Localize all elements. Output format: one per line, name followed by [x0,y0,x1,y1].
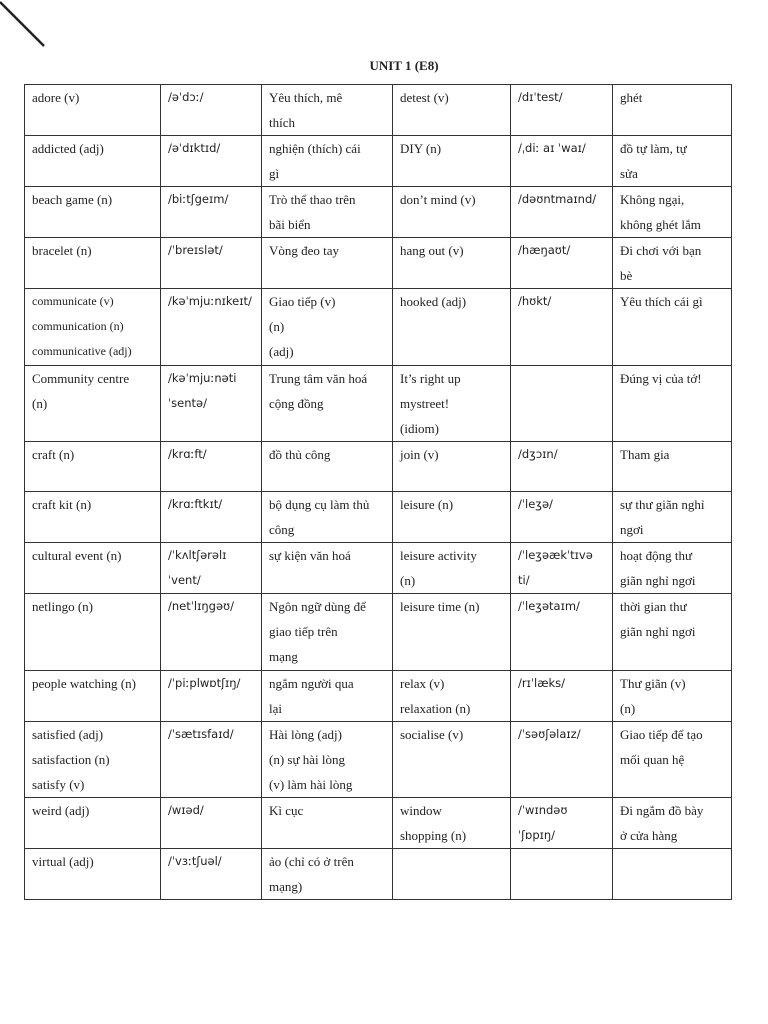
cell-line: mạng [269,649,298,664]
corner-stroke-mark [0,0,60,60]
cell-line: (adj) [269,344,294,359]
cell-line: It’s right up [400,371,461,386]
cell-line: (n) [400,573,416,588]
phonetic-cell [511,85,613,136]
cell-line: Yêu thích, mê [269,90,343,105]
cell-line: Trò thể thao trên [269,192,356,207]
cell-line: bè [620,268,633,283]
meaning-cell [613,798,732,849]
phonetic-cell [161,238,262,289]
meaning-cell [262,85,393,136]
cell-line: /ˈwɪndəʊ [518,803,568,817]
meaning-cell [613,238,732,289]
meaning-cell [262,594,393,671]
cell-line: ghét [620,90,643,105]
word-cell [393,543,511,594]
table-row [25,238,732,289]
cell-line: ngắm người qua [269,676,354,691]
phonetic-cell [161,543,262,594]
cell-line: /dʒɔɪn/ [518,447,558,461]
cell-line: socialise (v) [400,727,464,742]
word-cell [393,492,511,543]
meaning-cell [262,289,393,366]
word-cell [393,442,511,492]
cell-line: (n) [32,396,48,411]
cell-line: sự thư giãn nghỉ [620,497,705,512]
cell-line: /netˈlɪŋgəʊ/ [168,599,235,613]
table-row [25,366,732,442]
phonetic-cell [511,722,613,798]
table-row [25,187,732,238]
word-cell [393,849,511,900]
meaning-cell [262,671,393,722]
word-cell [393,671,511,722]
cell-line: /ˈleʒətaɪm/ [518,599,580,613]
phonetic-cell [511,238,613,289]
meaning-cell [613,442,732,492]
cell-line: mystreet! [400,396,450,411]
table-row [25,442,732,492]
cell-line: thời gian thư [620,599,687,614]
phonetic-cell [511,543,613,594]
vocabulary-table-body [25,85,732,900]
meaning-cell [613,492,732,543]
phonetic-cell [511,136,613,187]
cell-line: /ˈsəʊʃəlaɪz/ [518,727,581,741]
word-cell [393,798,511,849]
phonetic-cell [161,594,262,671]
table-row [25,798,732,849]
cell-line: (idiom) [400,421,439,436]
cell-line: (n) sự hài lòng [269,752,346,767]
cell-line: bãi biển [269,217,311,232]
word-cell [25,671,161,722]
cell-line: craft (n) [32,447,75,462]
cell-line: people watching (n) [32,676,136,691]
phonetic-cell [161,442,262,492]
cell-line: (v) làm hài lòng [269,777,353,792]
cell-line: ti/ [518,573,530,587]
meaning-cell [613,671,732,722]
word-cell [393,85,511,136]
meaning-cell [262,442,393,492]
cell-line: shopping (n) [400,828,467,843]
vocabulary-table [24,84,732,900]
table-row [25,722,732,798]
table-row [25,136,732,187]
phonetic-cell [161,85,262,136]
cell-line: (n) [620,701,636,716]
cell-line: join (v) [400,447,439,462]
cell-line: communicate (v) [32,294,114,308]
phonetic-cell [511,849,613,900]
cell-line: relaxation (n) [400,701,471,716]
word-cell [393,238,511,289]
cell-line: giãn nghỉ ngơi [620,573,696,588]
cell-line: bracelet (n) [32,243,92,258]
cell-line: (n) [269,319,285,334]
meaning-cell [613,543,732,594]
cell-line: không ghét lắm [620,217,701,232]
cell-line: /ˈpiːplwɒtʃɪŋ/ [168,676,241,690]
meaning-cell [613,187,732,238]
cell-line: lại [269,701,282,716]
cell-line: ảo (chỉ có ở trên [269,854,354,869]
cell-line: window [400,803,442,818]
meaning-cell [613,366,732,442]
cell-line: /kəˈmjuːnɪkeɪt/ [168,294,252,308]
phonetic-cell [511,187,613,238]
cell-line: Đi ngắm đồ bày [620,803,704,818]
cell-line: Yêu thích cái gì [620,294,703,309]
cell-line: giao tiếp trên [269,624,338,639]
word-cell [393,722,511,798]
cell-line: /ˌdiː aɪ ˈwaɪ/ [518,141,586,155]
word-cell [393,187,511,238]
cell-line: sửa [620,166,638,181]
phonetic-cell [161,289,262,366]
cell-line: ˈsentə/ [168,396,207,410]
cell-line: /hæŋaʊt/ [518,243,571,257]
cell-line: /ˈkʌltʃərəlɪˈvent/ [168,548,227,587]
table-row [25,492,732,543]
cell-line: /dɪˈtest/ [518,90,563,104]
meaning-cell [262,136,393,187]
cell-line: /biːtʃgeɪm/ [168,192,229,206]
word-cell [25,722,161,798]
cell-line: giãn nghỉ ngơi [620,624,696,639]
meaning-cell [613,849,732,900]
cell-line: mạng) [269,879,303,894]
cell-line: Kì cục [269,803,304,818]
phonetic-cell [161,671,262,722]
meaning-cell [262,543,393,594]
cell-line: công [269,522,295,537]
meaning-cell [262,798,393,849]
cell-line: /krɑːft/ [168,447,207,461]
table-row [25,85,732,136]
cell-line: gì [269,166,280,181]
word-cell [25,238,161,289]
meaning-cell [613,722,732,798]
cell-line: satisfy (v) [32,777,85,792]
phonetic-cell [161,849,262,900]
word-cell [25,187,161,238]
cell-line: Hài lòng (adj) [269,727,342,742]
meaning-cell [613,594,732,671]
cell-line: mối quan hệ [620,752,685,767]
cell-line: /əˈdɔː/ [168,90,204,104]
cell-line: DIY (n) [400,141,442,156]
phonetic-cell [161,798,262,849]
cell-line: Thư giãn (v) [620,676,686,691]
cell-line: Vòng đeo tay [269,243,340,258]
cell-line: Ngôn ngữ dùng để [269,599,366,614]
phonetic-cell [511,594,613,671]
cell-line: leisure time (n) [400,599,480,614]
cell-line: /hʊkt/ [518,294,552,308]
word-cell [393,366,511,442]
cell-line: cultural event (n) [32,548,122,563]
meaning-cell [262,722,393,798]
word-cell [25,798,161,849]
cell-line: cộng đồng [269,396,324,411]
cell-line: ngơi [620,522,644,537]
meaning-cell [262,492,393,543]
table-row [25,543,732,594]
cell-line: sự kiện văn hoá [269,548,351,563]
cell-line: netlingo (n) [32,599,94,614]
table-row [25,594,732,671]
word-cell [393,594,511,671]
cell-line: nghiện (thích) cái [269,141,361,156]
phonetic-cell [161,366,262,442]
cell-line: /krɑːftkɪt/ [168,497,223,511]
word-cell [25,492,161,543]
cell-line: đồ thủ công [269,447,331,462]
cell-line: satisfied (adj) [32,727,104,742]
cell-line: Không ngại, [620,192,685,207]
cell-line: /ˈleʒə/ [518,497,553,511]
cell-line: bộ dụng cụ làm thủ [269,497,370,512]
word-cell [25,543,161,594]
word-cell [393,136,511,187]
phonetic-cell [511,442,613,492]
page-title: UNIT 1 (E8) [369,58,439,73]
word-cell [25,849,161,900]
word-cell [25,594,161,671]
table-row [25,849,732,900]
phonetic-cell [161,722,262,798]
cell-line: đồ tự làm, tự [620,141,687,156]
cell-line: /kəˈmjuːnəti [168,371,237,385]
meaning-cell [262,849,393,900]
phonetic-cell [511,492,613,543]
cell-line: hoạt động thư [620,548,693,563]
cell-line: hang out (v) [400,243,464,258]
cell-line: Giao tiếp (v) [269,294,336,309]
meaning-cell [613,289,732,366]
cell-line: Community centre [32,371,130,386]
cell-line: communicative (adj) [32,344,132,358]
meaning-cell [262,366,393,442]
cell-line: don’t mind (v) [400,192,476,207]
cell-line: Tham gia [620,447,670,462]
meaning-cell [262,238,393,289]
cell-line: virtual (adj) [32,854,94,869]
phonetic-cell [511,289,613,366]
cell-line: communication (n) [32,319,124,333]
cell-line: Đúng vị của tớ! [620,371,702,386]
meaning-cell [262,187,393,238]
cell-line: Trung tâm văn hoá [269,371,368,386]
phonetic-cell [511,671,613,722]
cell-line: satisfaction (n) [32,752,110,767]
phonetic-cell [161,492,262,543]
meaning-cell [613,85,732,136]
cell-line: addicted (adj) [32,141,104,156]
meaning-cell [613,136,732,187]
cell-line: hooked (adj) [400,294,467,309]
cell-line: /ˈvɜːtʃuəl/ [168,854,222,868]
cell-line: leisure activity [400,548,477,563]
word-cell [25,289,161,366]
cell-line: Giao tiếp để tạo [620,727,703,742]
cell-line: ˈʃɒpɪŋ/ [518,828,556,842]
cell-line: detest (v) [400,90,449,105]
table-row [25,289,732,366]
cell-line: /ˈleʒəækˈtɪvə [518,548,593,562]
cell-line: adore (v) [32,90,80,105]
cell-line: thích [269,115,295,130]
cell-line: /rɪˈlæks/ [518,676,566,690]
word-cell [393,289,511,366]
cell-line: ở cửa hàng [620,828,678,843]
cell-line: /ˈbreɪslət/ [168,243,223,257]
cell-line: relax (v) [400,676,445,691]
word-cell [25,366,161,442]
cell-line: Đi chơi với bạn [620,243,702,258]
cell-line: /ˈsætɪsfaɪd/ [168,727,234,741]
cell-line: leisure (n) [400,497,454,512]
word-cell [25,85,161,136]
word-cell [25,136,161,187]
phonetic-cell [161,187,262,238]
word-cell [25,442,161,492]
phonetic-cell [511,366,613,442]
table-row [25,671,732,722]
cell-line: weird (adj) [32,803,90,818]
cell-line: /əˈdɪktɪd/ [168,141,221,155]
cell-line: /dəʊntmaɪnd/ [518,192,597,206]
phonetic-cell [511,798,613,849]
cell-line: craft kit (n) [32,497,92,512]
cell-line: /wɪəd/ [168,803,204,817]
cell-line: beach game (n) [32,192,113,207]
phonetic-cell [161,136,262,187]
